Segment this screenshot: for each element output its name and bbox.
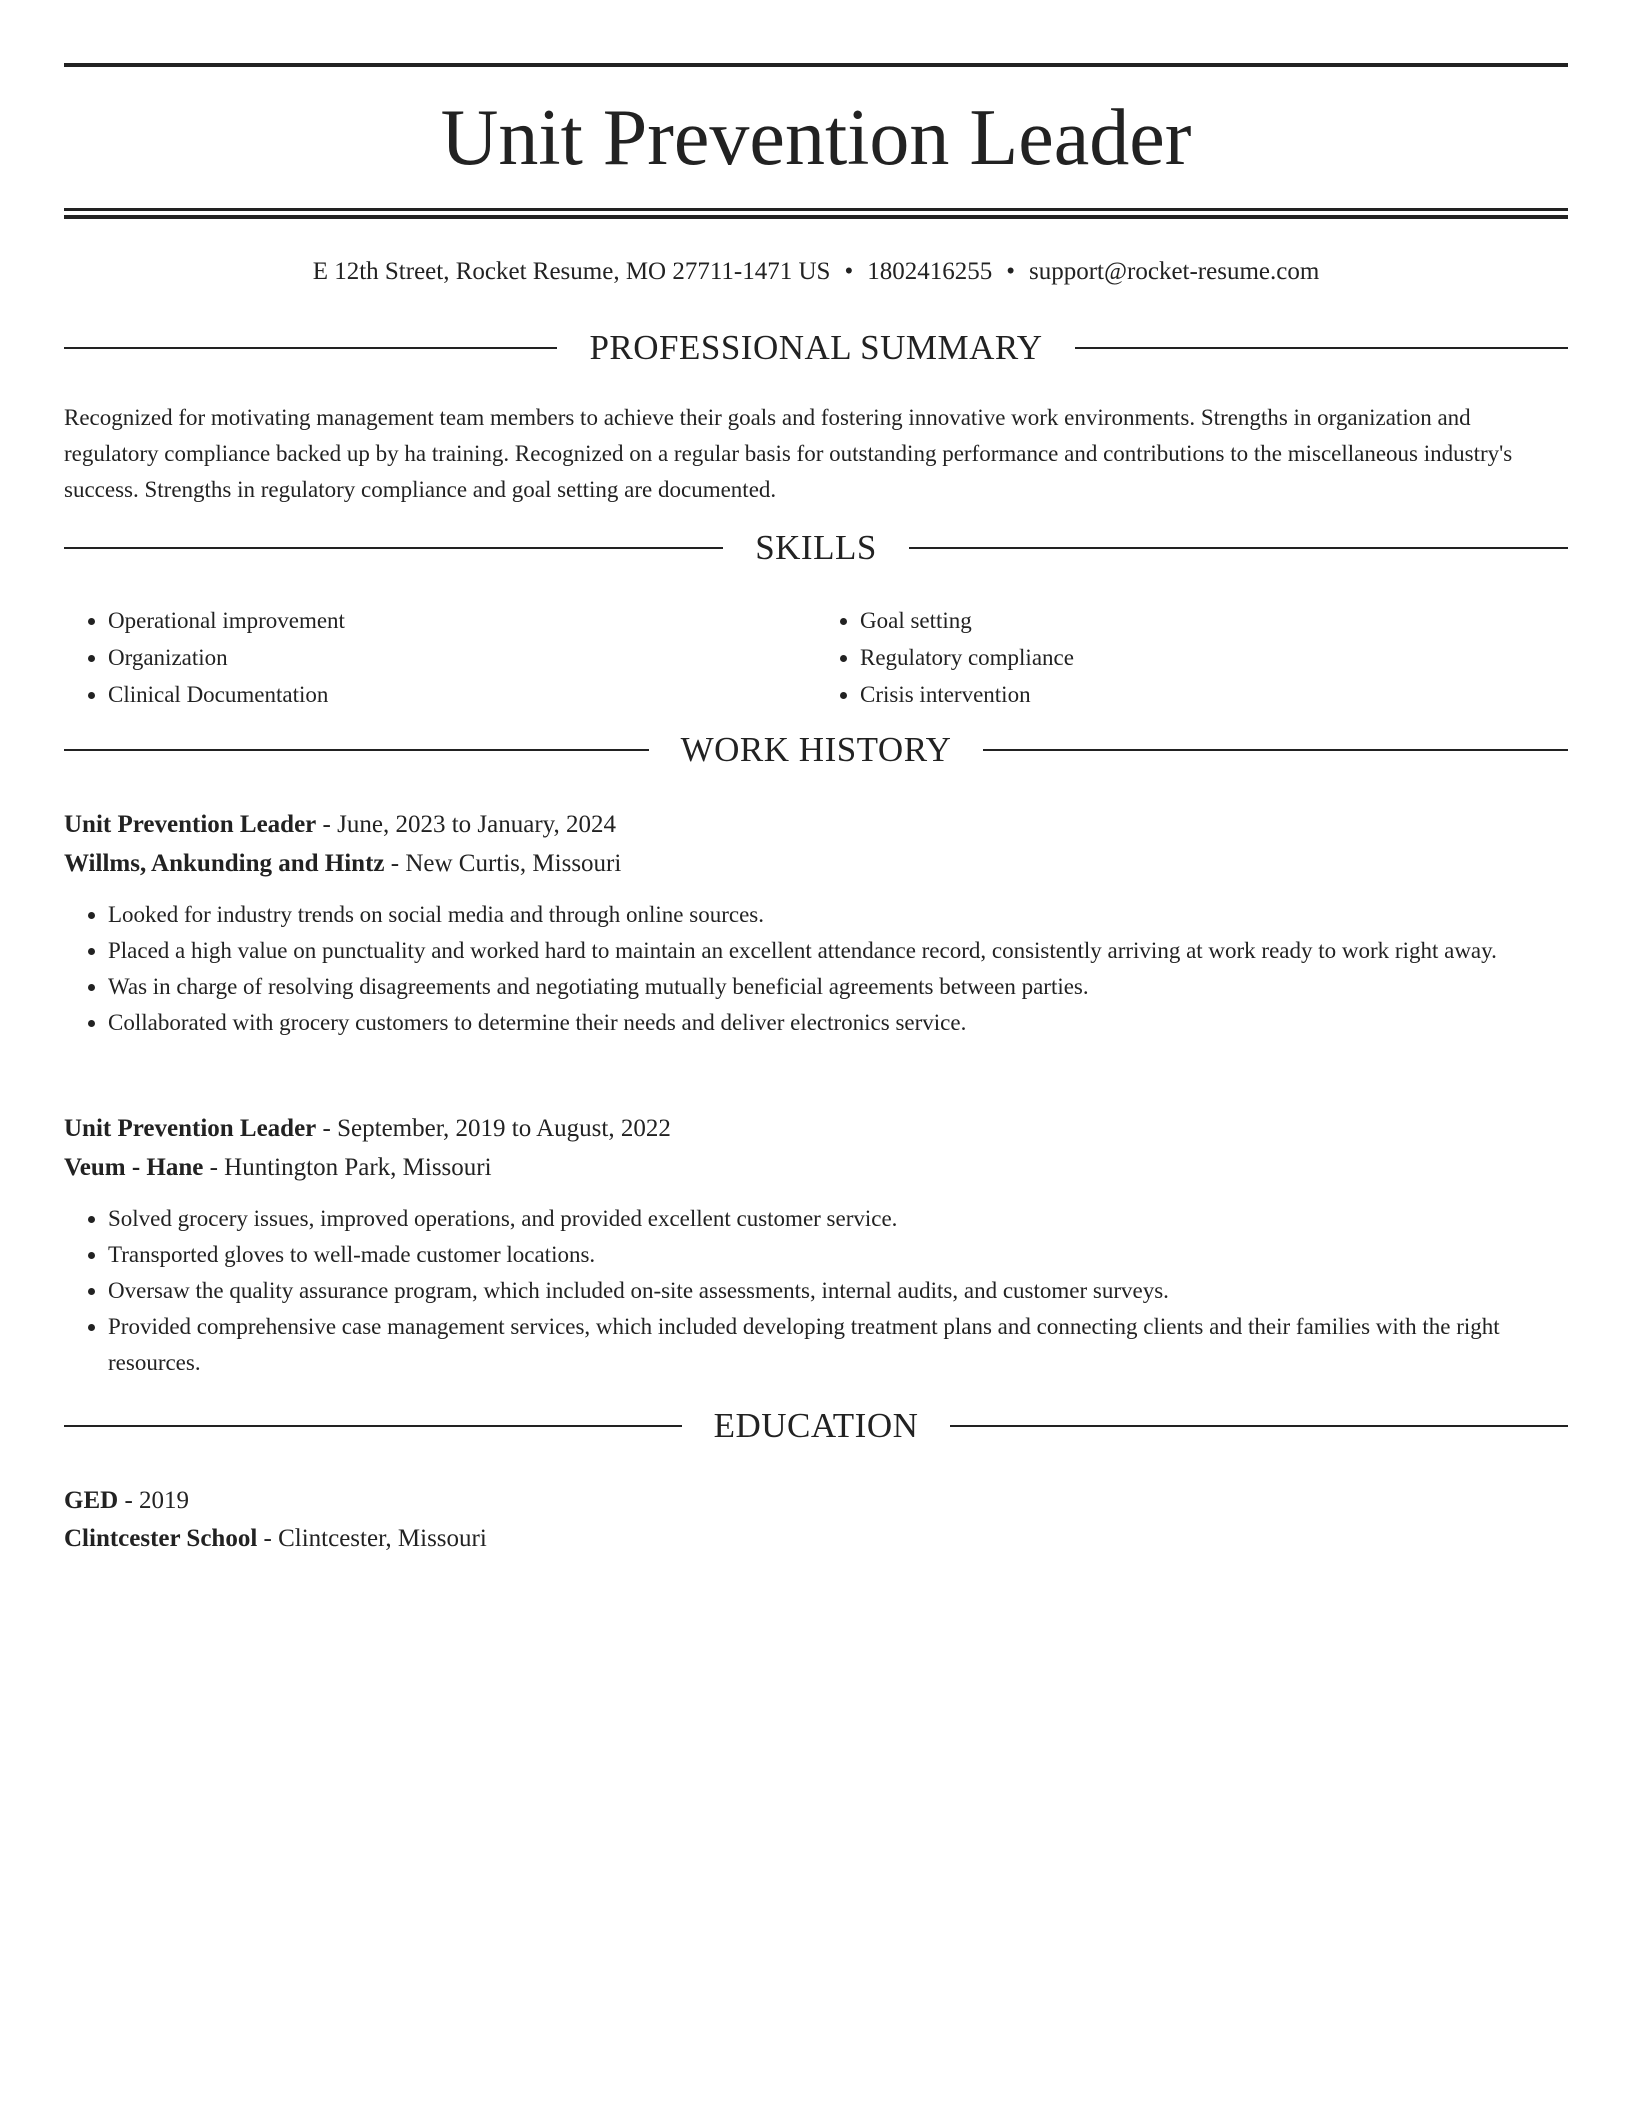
job-bullet: • Solved grocery issues, improved operations, and provided excellent customer service.	[108, 1201, 1568, 1237]
job-company-line	[64, 845, 1568, 883]
education-school-line	[64, 1520, 1568, 1558]
work-section-heading	[64, 728, 1568, 772]
job-entry	[64, 1110, 1568, 1381]
education-degree: GED	[64, 1487, 119, 1514]
heading-rule-left	[64, 1425, 682, 1427]
job-title-line	[64, 1110, 1568, 1148]
education-section-title: EDUCATION	[713, 1406, 919, 1445]
contact-email: support@rocket-resume.com	[1029, 258, 1320, 285]
skill-item: • Regulatory compliance	[860, 639, 1568, 676]
skills-list	[64, 602, 1568, 713]
job-location: - Huntington Park, Missouri	[203, 1154, 492, 1181]
job-bullet: • Collaborated with grocery customers to determine their needs and deliver electronics service.	[108, 1005, 1568, 1041]
skills-section-title: SKILLS	[755, 528, 877, 567]
skill-item: • Organization	[108, 639, 816, 676]
heading-rule-left	[64, 347, 557, 349]
header-double-rule-lower	[64, 215, 1568, 219]
job-title-line	[64, 806, 1568, 844]
job-bullet: • Placed a high value on punctuality and worked hard to maintain an excellent attendance record, consistently arriving at work ready to work right away.	[108, 933, 1568, 969]
skills-column-left	[64, 602, 816, 713]
job-bullet: • Transported gloves to well-made customer locations.	[108, 1237, 1568, 1273]
header-double-rule-upper	[64, 208, 1568, 211]
education-location: - Clintcester, Missouri	[257, 1525, 487, 1552]
job-bullet: • Oversaw the quality assurance program, which included on-site assessments, internal audits, and customer surveys.	[108, 1273, 1568, 1309]
job-location: - New Curtis, Missouri	[384, 850, 622, 877]
skill-item: • Clinical Documentation	[108, 676, 816, 713]
heading-rule-left	[64, 749, 649, 751]
heading-rule-right	[1075, 347, 1568, 349]
education-entry	[64, 1482, 1568, 1558]
contact-line	[64, 254, 1568, 290]
job-bullet: • Provided comprehensive case management services, which included developing treatment plans and connecting clients and their families with the right resources.	[108, 1309, 1568, 1381]
job-company: Veum - Hane	[64, 1154, 204, 1181]
skill-item: • Crisis intervention	[860, 676, 1568, 713]
education-year: - 2019	[118, 1487, 190, 1514]
top-rule	[64, 63, 1568, 67]
summary-text: Recognized for motivating management team members to achieve their goals and fostering innovative work environments. Strengths in organization and regulatory compliance backed up by ha training. Recognized on a regular basis for outstanding performance and contributions to the miscellaneous industry's success. Strengths in regulatory compliance and goal setting are documented.	[64, 405, 1513, 502]
skills-section-heading	[64, 526, 1568, 570]
job-entry	[64, 806, 1568, 1041]
summary-section-title: PROFESSIONAL SUMMARY	[589, 328, 1043, 367]
heading-rule-right	[950, 1425, 1568, 1427]
contact-separator: •	[1006, 258, 1015, 285]
work-section-title: WORK HISTORY	[680, 730, 952, 769]
education-section-heading	[64, 1404, 1568, 1448]
heading-rule-left	[64, 547, 723, 549]
job-dates: - June, 2023 to January, 2024	[316, 811, 617, 838]
heading-rule-right	[909, 547, 1568, 549]
skills-column-right	[816, 602, 1568, 713]
job-bullets	[64, 1201, 1568, 1381]
job-bullet: • Was in charge of resolving disagreements and negotiating mutually beneficial agreements between parties.	[108, 969, 1568, 1005]
resume-name: Unit Prevention Leader	[440, 94, 1192, 182]
summary-section-heading	[64, 326, 1568, 370]
job-dates: - September, 2019 to August, 2022	[316, 1115, 671, 1142]
skill-item: • Goal setting	[860, 602, 1568, 639]
job-title: Unit Prevention Leader	[64, 811, 317, 838]
contact-phone: 1802416255	[867, 258, 993, 285]
job-title: Unit Prevention Leader	[64, 1115, 317, 1142]
job-company: Willms, Ankunding and Hintz	[64, 850, 385, 877]
contact-separator: •	[844, 258, 854, 285]
skill-item: • Operational improvement	[108, 602, 816, 639]
heading-rule-right	[983, 749, 1568, 751]
job-bullets	[64, 897, 1568, 1041]
job-company-line	[64, 1149, 1568, 1187]
education-school: Clintcester School	[64, 1525, 258, 1552]
contact-address: E 12th Street, Rocket Resume, MO 27711-1471 US	[312, 258, 831, 285]
education-degree-line	[64, 1482, 1568, 1520]
job-bullet: • Looked for industry trends on social media and through online sources.	[108, 897, 1568, 933]
